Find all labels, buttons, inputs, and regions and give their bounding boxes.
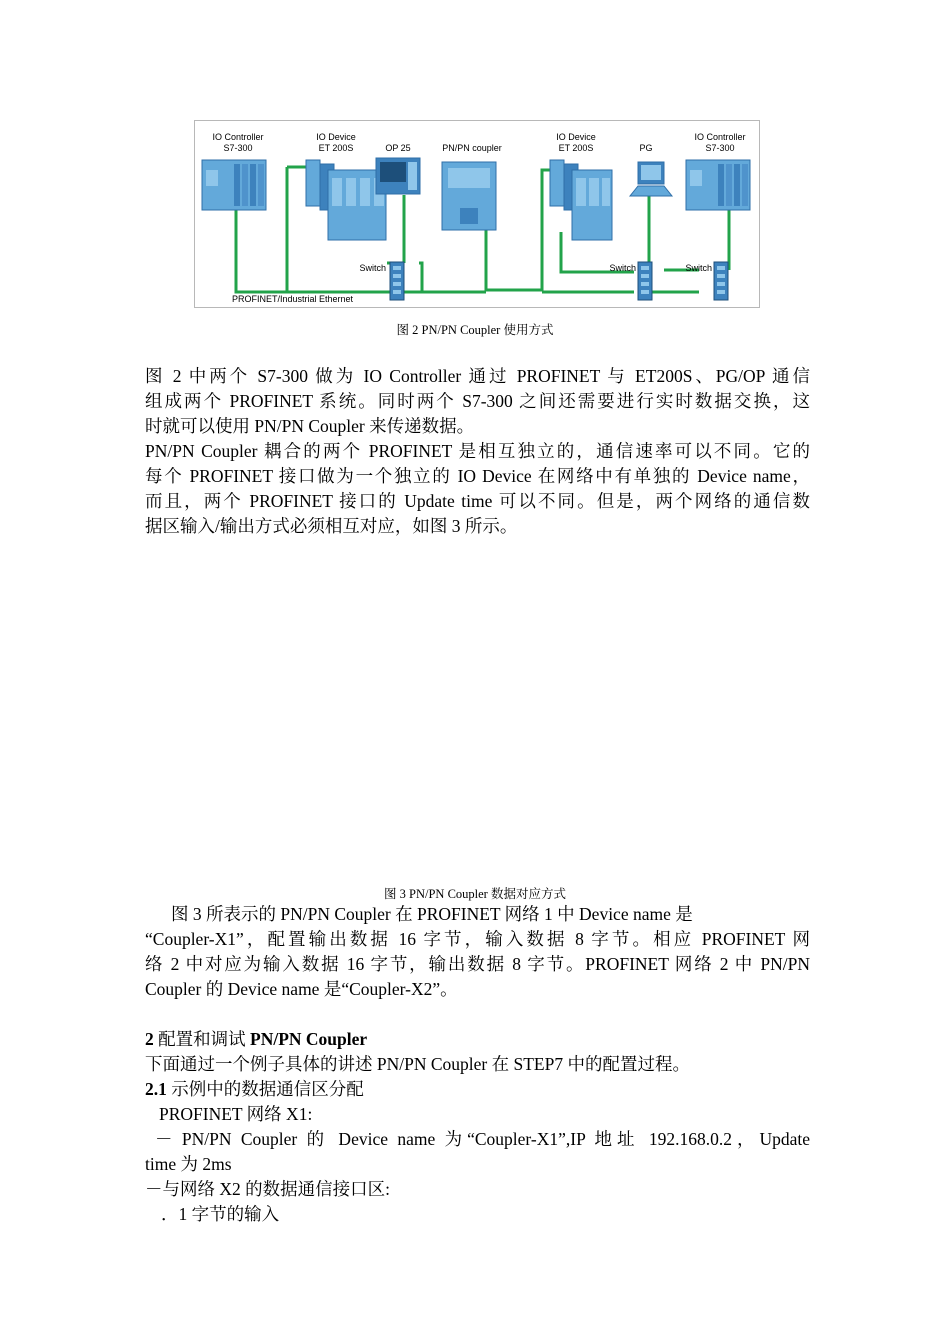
paragraph-2-line: Coupler 的 Device name 是“Coupler-X2”。 (145, 979, 458, 999)
switch-3-device (714, 262, 728, 300)
paragraph-2-line: 络 2 中对应为输入数据 16 字节，输出数据 8 字节。PROFINET 网络 2 中 PN/PN (145, 954, 810, 974)
switch-1-device (390, 262, 404, 300)
io-controller-1-label: IO Controller S7-300 (212, 132, 264, 153)
switch-1-label: Switch (359, 263, 386, 273)
pg-label: PG (639, 143, 653, 153)
io-device-1-label: IO Device ET 200S (316, 132, 356, 153)
io-controller-2-label: IO Controller S7-300 (694, 132, 746, 153)
io-controller-1-device (202, 160, 266, 210)
paragraph-1-line: 时就可以使用 PN/PN Coupler 来传递数据。 (145, 416, 475, 436)
section-2-1-line: －与网络 X2 的数据通信接口区: (145, 1179, 390, 1199)
section-2-intro: 下面通过一个例子具体的讲述 PN/PN Coupler 在 STEP7 中的配置过程。 (145, 1054, 690, 1074)
figure-3-placeholder (145, 560, 810, 875)
section-2-title-en: PN/PN Coupler (250, 1029, 368, 1049)
op25-label: OP 25 (385, 143, 411, 153)
network-label: PROFINET/Industrial Ethernet (232, 294, 354, 304)
section-2-1-number: 2.1 (145, 1079, 167, 1099)
switch-2-label: Switch (609, 263, 636, 273)
section-2-heading (145, 1027, 810, 1227)
paragraph-1-line: 每个 PROFINET 接口做为一个独立的 IO Device 在网络中有单独的 Device name， (145, 466, 810, 486)
section-2-1-line: ．1 字节的输入 (161, 1204, 280, 1224)
section-2-title: 配置和调试 (153, 1029, 250, 1049)
switch-3-label: Switch (685, 263, 712, 273)
paragraph-1-line: 据区输入/输出方式必须相互对应，如图 3 所示。 (145, 516, 518, 536)
paragraph-1-line: 图 2 中两个 S7-300 做为 IO Controller 通过 PROFINET 与 ET200S、PG/OP 通信 (145, 366, 810, 386)
op25-panel (376, 158, 420, 194)
paragraph-2 (145, 902, 810, 1002)
io-controller-2-device (686, 160, 750, 210)
figure-2-caption: 图 2 PN/PN Coupler 使用方式 (396, 323, 554, 337)
paragraph-1 (145, 364, 810, 539)
paragraph-2-line: 图 3 所表示的 PN/PN Coupler 在 PROFINET 网络 1 中 Device name 是 (171, 904, 693, 924)
paragraph-1-line: 组成两个 PROFINET 系统。同时两个 S7-300 之间还需要进行实时数据交换，这 (145, 391, 810, 411)
paragraph-2-line: “Coupler-X1”，配置输出数据 16 字节，输入数据 8 字节。相应 PROFINET 网 (145, 929, 810, 949)
section-2-1-title: 示例中的数据通信区分配 (166, 1079, 364, 1099)
pn-pn-coupler-device (442, 162, 496, 230)
section-2-1-line: PROFINET 网络 X1: (159, 1104, 313, 1124)
pn-pn-coupler-label: PN/PN coupler (442, 143, 502, 153)
figure-2-network-diagram (194, 120, 760, 308)
section-2-1-line: － PN/PN Coupler 的 Device name 为“Coupler-X1”,IP 地址 192.168.0.2，Update (155, 1129, 810, 1149)
switch-2-device (638, 262, 652, 300)
paragraph-1-line: PN/PN Coupler 耦合的两个 PROFINET 是相互独立的，通信速率可以不同。它的 (145, 441, 810, 461)
section-2-number: 2 (145, 1029, 154, 1049)
io-device-2-label: IO Device ET 200S (556, 132, 596, 153)
section-2-1-line: time 为 2ms (145, 1154, 232, 1174)
figure-3-caption: 图 3 PN/PN Coupler 数据对应方式 (384, 887, 566, 901)
paragraph-1-line: 而且，两个 PROFINET 接口的 Update time 可以不同。但是，两个网络的通信数 (145, 491, 810, 511)
